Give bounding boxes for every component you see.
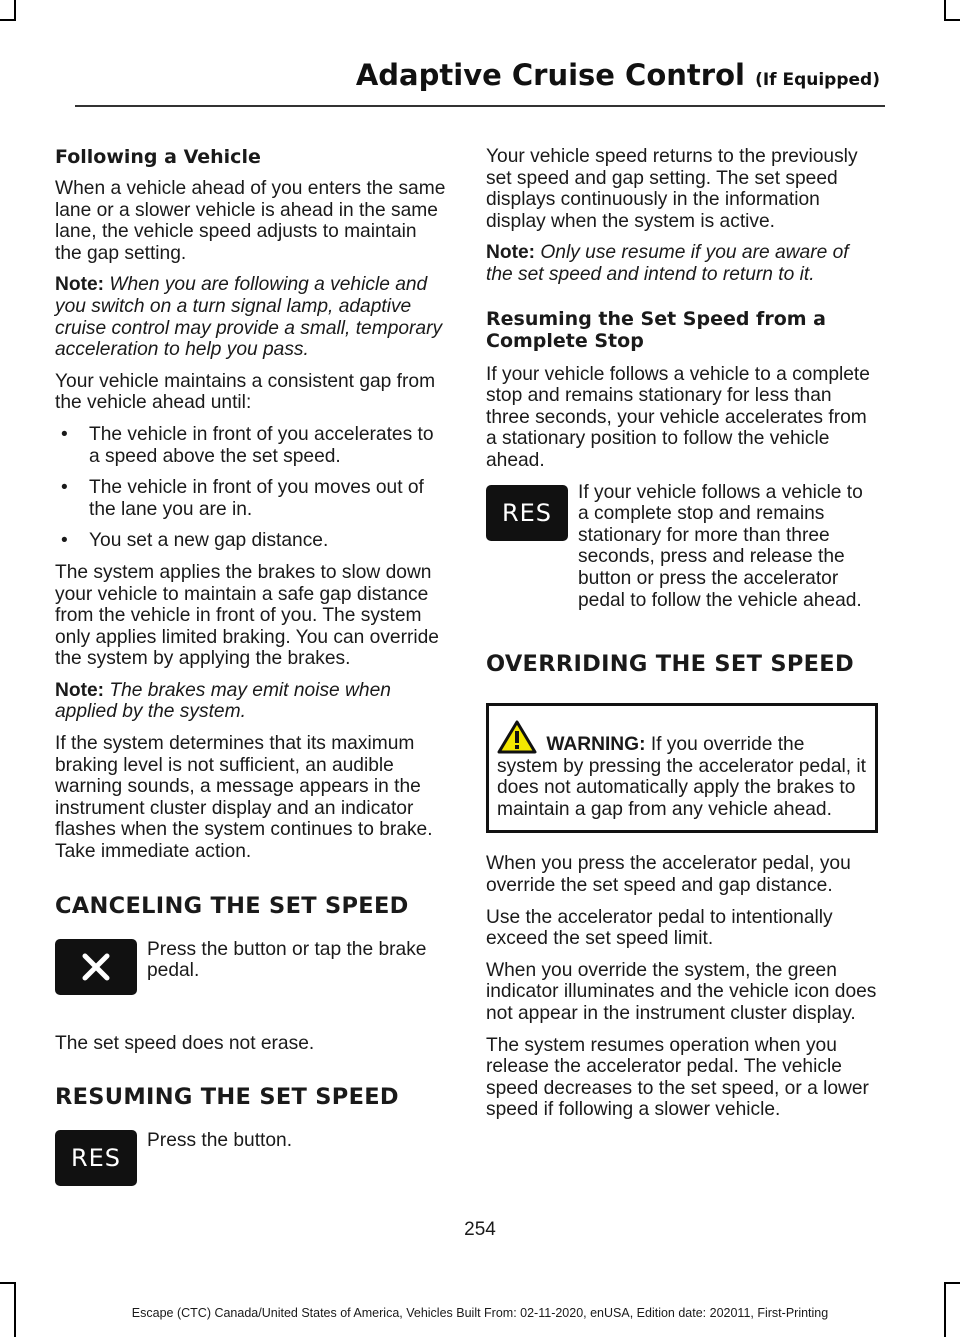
following-paragraph: When a vehicle ahead of you enters the same lane or a slower vehicle is ahead in the same lane, the vehicle speed adjusts to maintain the gap setting. [55,178,446,264]
right-column [486,146,878,1131]
header-subtitle: (If Equipped) [755,70,880,90]
header-title-text: Adaptive Cruise Control [355,58,745,92]
crop-mark-top-left-v [14,0,16,20]
override-paragraph-4: The system resumes operation when you release the accelerator pedal. The vehicle speed decreases to the set speed, or a lower speed if following a slower vehicle. [486,1034,869,1121]
speed-returns-paragraph: Your vehicle speed returns to the previously set speed and gap setting. The set speed displays continuously in the information display when the system is active. [486,146,858,232]
cancel-text: Press the button or tap the brake pedal. [147,938,427,982]
crop-mark-top-right-h [944,19,960,21]
list-item: • The vehicle in front of you accelerates to a speed above the set speed. [55,424,447,467]
complete-stop-paragraph: If your vehicle follows a vehicle to a complete stop and remains stationary for less than three seconds, your vehicle accelerates from a stationary position to follow the vehicle ahead. [486,363,870,471]
crop-mark-bottom-left-h [0,1282,16,1284]
note-resume [486,242,878,285]
complete-stop-instruction [486,482,878,612]
note-turn-signal [55,274,447,360]
warning-box [486,703,878,833]
cancel-heading: CANCELING THE SET SPEED [55,892,409,919]
cancel-after-text: The set speed does not erase. [55,1032,315,1054]
warning-text: If you override the system by pressing the accelerator pedal, it does not automatically apply the brakes to maintain a gap from any vehicle ahead. [497,734,867,820]
note-text: The brakes may emit noise when applied by the system. [55,679,391,723]
override-paragraph-2: Use the accelerator pedal to intentionally exceed the set speed limit. [486,906,833,950]
override-paragraph-3: When you override the system, the green indicator illuminates and the vehicle icon does not appear in the instrument cluster display. [486,959,877,1025]
header-divider [75,105,885,107]
warning-triangle-icon [497,720,537,754]
brakes-paragraph: The system applies the brakes to slow down your vehicle to maintain a safe gap distance from the vehicle in front of you. The system only applies limited braking. You can override the system by applying the brakes. [55,561,439,670]
override-paragraph-1: When you press the accelerator pedal, you override the set speed and gap distance. [486,853,851,897]
note-text: When you are following a vehicle and you switch on a turn signal lamp, adaptive cruise control may provide a small, temporary acceleration to help you pass. [55,274,443,361]
note-text: Only use resume if you are aware of the set speed and intend to return to it. [486,242,849,285]
list-item: • You set a new gap distance. [55,530,447,552]
complete-stop-paragraph-2: If your vehicle follows a vehicle to a complete stop and remains stationary for more than three seconds, press and release the button or press the accelerator pedal to follow the vehicle ahead. [578,481,863,611]
resume-heading: RESUMING THE SET SPEED [55,1084,399,1111]
override-heading: OVERRIDING THE SET SPEED [486,651,854,678]
resume-text: Press the button. [147,1130,293,1152]
following-heading: Following a Vehicle [55,146,261,168]
crop-mark-top-right-v [944,0,946,20]
page-footer: Escape (CTC) Canada/United States of America, Vehicles Built From: 02-11-2020, enUSA, Edition date: 202011, First-Printing [131,1306,829,1320]
cancel-instruction [55,939,447,1023]
complete-stop-heading: Resuming the Set Speed from a Complete Stop [486,307,826,352]
crop-mark-bottom-right-h [944,1282,960,1284]
gap-conditions-list [55,424,447,552]
crop-mark-top-left-h [0,19,16,21]
left-column [55,146,447,1224]
note-label: Note: [55,679,105,701]
page-header-title [356,58,880,92]
resume-button-icon: RES [486,485,568,541]
resume-button-icon: RES [55,1130,137,1186]
resume-instruction [55,1130,447,1214]
warning-label: WARNING: [546,734,646,756]
max-braking-paragraph: If the system determines that its maximum braking level is not sufficient, an audible warning sounds, a message appears in the instrument cluster display and an indicator flashes when the system continues to brake. Take immediate action. [55,733,433,863]
close-x-icon [81,952,111,982]
warning-paragraph [497,720,867,820]
note-label: Note: [486,242,536,264]
note-label: Note: [55,274,105,296]
maintain-gap-paragraph: Your vehicle maintains a consistent gap from the vehicle ahead until: [55,370,436,414]
note-brake-noise [55,680,447,723]
list-item: • The vehicle in front of you moves out of the lane you are in. [55,477,447,520]
cancel-button-icon [55,939,137,995]
page-number: 254 [464,1219,496,1240]
